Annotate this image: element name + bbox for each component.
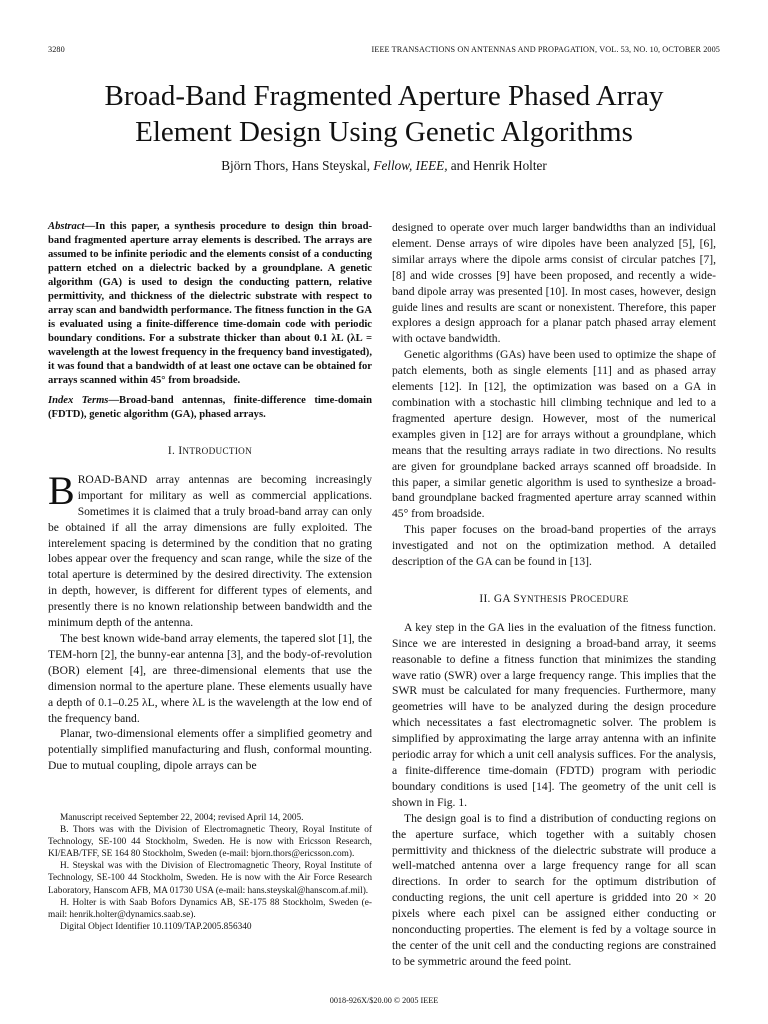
intro-paragraph-1: BROAD-BAND array antennas are becoming increasingly important for military as well as commercial applications. Sometimes it is claimed that a truly broad-band array can only be obtained if all the array dimensions are fully exploited. The interelement spacing is determined by the condition that no grating lobes appear over the frequency and scan range, while the size of the total aperture is determined by the desired directivity. The extension in depth, however, is different for different types of elements, and presently there is no known relationship between bandwidth and the minimum depth of the antenna.: [48, 467, 372, 630]
footnote-doi: Digital Object Identifier 10.1109/TAP.2005.856340: [60, 921, 252, 932]
authors-names: Björn Thors, Hans Steyskal,: [221, 158, 374, 173]
intro-paragraph-2: The best known wide-band array elements, the tapered slot [1], the TEM-horn [2], the bunny-ear antenna [3], and the body-of-revolution (BOR) element [4], are three-dimensional elements that use the dimension normal to the aperture plane. These elements usually have a depth of 0.1–0.25 λL, where λL is the wavelength at the low end of the frequency band.: [48, 631, 372, 725]
index-terms-text: —Broad-band antennas, finite-difference time-domain (FDTD), genetic algorithm (GA), phased arrays.: [48, 395, 372, 420]
abstract-label: Abstract: [48, 221, 85, 232]
page-number: 3280: [48, 45, 65, 54]
paper-title: [48, 78, 720, 150]
footnotes: [48, 812, 372, 933]
section-heading-ga-synthesis: II. GA SYNTHESIS PROCEDURE: [479, 592, 629, 605]
running-header: [48, 45, 720, 59]
footnote-received: Manuscript received September 22, 2004; revised April 14, 2005.: [60, 813, 304, 823]
index-terms: [48, 394, 372, 422]
author-list: [48, 158, 720, 174]
authors-fellow: Fellow, IEEE,: [373, 158, 448, 173]
body-paragraph-5: The design goal is to find a distribution of conducting regions on the aperture surface, which together with a suitably chosen permittivity and thickness of the dielectric substrate will produce a well-matched antenna over a large frequency range for all scan directions. In order to search for the optimum distribution of conducting regions, the unit cell aperture is gridded into 20 × 20 pixels where each pixel can be assigned either conducting or nonconducting properties. The element is fed by a voltage source in the center of the unit cell and the conducting regions are constrained to be symmetric around the feed point.: [392, 811, 716, 968]
drop-cap: B: [48, 467, 75, 513]
title-line-2: Element Design Using Genetic Algorithms: [135, 116, 633, 148]
title-line-1: Broad-Band Fragmented Aperture Phased Array: [104, 80, 664, 112]
abstract-text: —In this paper, a synthesis procedure to design thin broad-band fragmented aperture array elements is described. The arrays are assumed to be infinite periodic and the elements consist of a conducting pattern etched on a dielectric backed by a groundplane. A genetic algorithm (GA) is used to design the conducting pattern, relative permittivity, and thickness of the dielectric substrate with respect to array scan and bandwidth performance. The fitness function in the GA is evaluated using a finite-difference time-domain code with periodic boundary conditions. For a substrate thicker than about 0.1 λL (λL = wavelength at the lowest frequency in the frequency band investigated), it was found that a bandwidth of at least one octave can be obtained for arrays scanned within 45° from broadside.: [48, 221, 372, 386]
body-paragraph-1: designed to operate over much larger bandwidths than an individual element. Dense arrays of wire dipoles have been analyzed [5], [6], similar arrays where the dipole arms consist of circular patches [7], [8] and wide crosses [9] have been proposed, and recently a wide-band dipole array was presented [10]. In most cases, however, design guide lines and results are scant or nonexistent. Therefore, this paper explores a design approach for a planar patch phased array element with octave bandwidth.: [392, 221, 716, 346]
footnote-thors: B. Thors was with the Division of Electromagnetic Theory, Royal Institute of Technology, SE-100 44 Stockholm, Sweden. He is now with Ericsson Research, KI/EAB/TFF, SE 164 80 Stockholm, Sweden (e-mail: bjorn.thors@ericsson.com).: [48, 825, 372, 860]
left-column: [48, 220, 372, 774]
intro-paragraph-3: Planar, two-dimensional elements offer a simplified geometry and potentially simplified manufacturing and flush, conformal mounting. Due to mutual coupling, dipole arrays can be: [48, 727, 372, 773]
body-paragraph-4: A key step in the GA lies in the evaluation of the fitness function. Since we are interested in designing a broad-band array, it seems reasonable to define a fitness function that minimizes the standing wave ratio (SWR) over a large frequency range. This implies that the SWR must be calculated for many frequencies. Furthermore, many geometries will have to be analyzed during the design procedure which necessitates a fast electromagnetic solver. The problem is simplified by approximating the large array antenna with an infinite periodic array for which a unit cell analysis suffices. For the analysis, a finite-difference time-domain (FDTD) program with periodic boundary conditions is used [14]. The geometry of the unit cell is shown in Fig. 1.: [392, 620, 716, 809]
index-terms-label: Index Terms: [48, 395, 109, 406]
copyright-line: 0018-926X/$20.00 © 2005 IEEE: [329, 996, 439, 1005]
authors-last: and Henrik Holter: [447, 158, 547, 173]
footnote-steyskal: H. Steyskal was with the Division of Electromagnetic Theory, Royal Institute of Technology, SE-100 44 Stockholm, Sweden. He is now with the Air Force Research Laboratory, Hanscom AFB, MA 01730 USA (e-mail: hans.steyskal@hanscom.af.mil).: [48, 861, 372, 896]
body-paragraph-3: This paper focuses on the broad-band properties of the arrays investigated and not on the optimization method. A detailed description of the GA can be found in [13].: [392, 523, 716, 569]
body-paragraph-2: Genetic algorithms (GAs) have been used to optimize the shape of patch elements, both as single elements [11] and as phased array elements [12]. In [12], the optimization was based on a GA in combination with a stochastic hill climbing technique and led to a fragmented aperture design. However, most of the numerical examples given in [12] are for arrays without a groundplane, which means that the resulting arrays radiate in two directions. No results are given for groundplane backed arrays scanned off broadside. In this paper, a similar genetic algorithm is used to synthesize a broad-band groundplane backed fragmented aperture array scanned within 45° from broadside.: [392, 348, 716, 521]
abstract: [48, 220, 372, 388]
right-column: [392, 220, 716, 970]
journal-line: IEEE TRANSACTIONS ON ANTENNAS AND PROPAGATION, VOL. 53, NO. 10, OCTOBER 2005: [371, 45, 720, 54]
section-heading-introduction: I. INTRODUCTION: [167, 445, 253, 457]
footnote-holter: H. Holter is with Saab Bofors Dynamics AB, SE-175 88 Stockholm, Sweden (e-mail: henrik.holter@dynamics.saab.se).: [48, 897, 372, 920]
